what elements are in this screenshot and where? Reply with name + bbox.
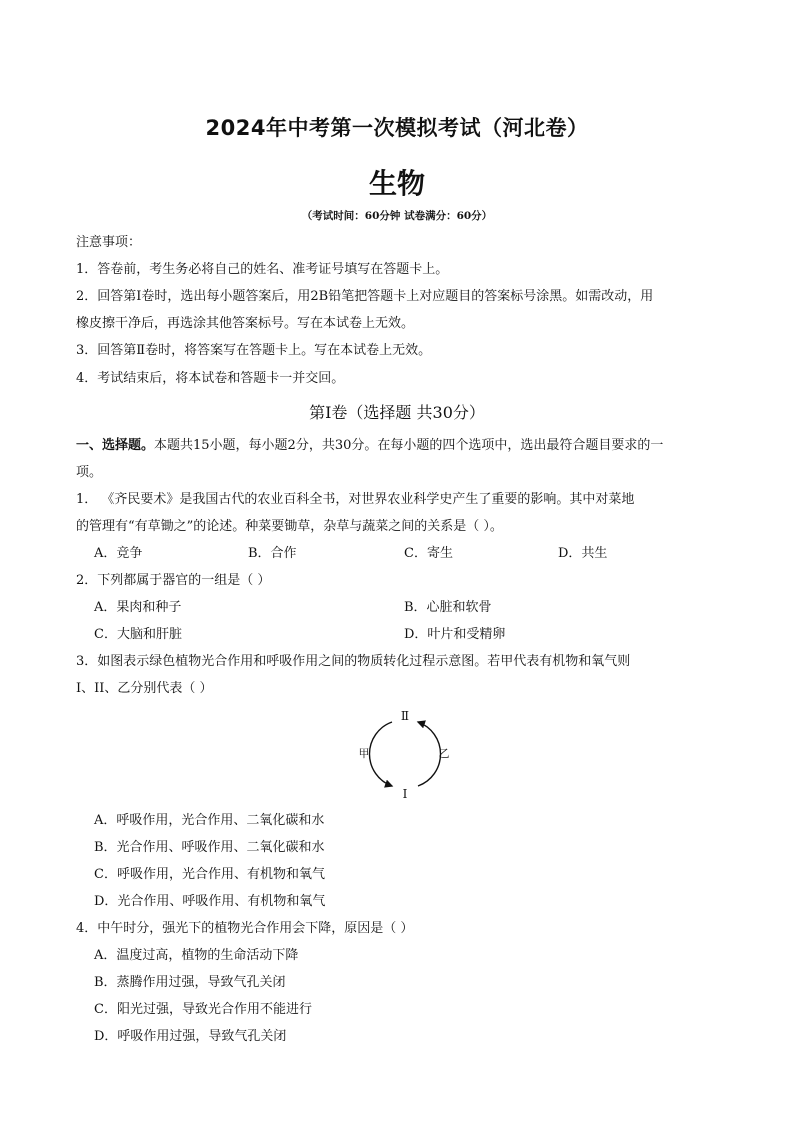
q3-option-b[interactable]: B．光合作用、呼吸作用、二氧化碳和水 <box>94 840 325 855</box>
instruction-continued: 项。 <box>76 465 103 480</box>
q2-option-a[interactable]: A．果肉和种子 <box>94 600 182 615</box>
question-1-stem-cont: 的管理有“有草锄之”的论述。种菜要锄草，杂草与蔬菜之间的关系是（ ）。 <box>76 519 503 534</box>
q2-option-b[interactable]: B．心脏和软骨 <box>404 600 492 615</box>
q2-option-c[interactable]: C．大脑和肝脏 <box>94 627 182 642</box>
note-item: 1．答卷前，考生务必将自己的姓名、准考证号填写在答题卡上。 <box>76 262 449 277</box>
arc-left-arrow <box>369 722 392 786</box>
q2-option-d[interactable]: D．叶片和受精卵 <box>404 627 506 642</box>
q4-option-d[interactable]: D．呼吸作用过强，导致气孔关闭 <box>94 1029 287 1044</box>
section-title: 第Ⅰ卷（选择题 共30分） <box>309 403 485 422</box>
question-4-stem: 4．中午时分，强光下的植物光合作用会下降，原因是（ ） <box>76 921 414 936</box>
note-item: 4．考试结束后，将本试卷和答题卡一并交回。 <box>76 371 345 386</box>
q3-option-d[interactable]: D．光合作用、呼吸作用、有机物和氧气 <box>94 894 326 909</box>
instruction-label: 一、选择题。 <box>76 438 155 453</box>
cycle-diagram-svg <box>355 706 455 801</box>
cycle-diagram <box>355 706 455 801</box>
label-left: 甲 <box>358 747 370 760</box>
exam-title: 2024年中考第一次模拟考试（河北卷） <box>205 116 589 140</box>
question-3-stem: 3．如图表示绿色植物光合作用和呼吸作用之间的物质转化过程示意图。若甲代表有机物和氧气则 <box>76 654 631 669</box>
notes-heading: 注意事项： <box>76 235 142 250</box>
q1-option-a[interactable]: A．竞争 <box>94 546 143 561</box>
q1-option-b[interactable]: B．合作 <box>248 546 297 561</box>
note-item: 橡皮擦干净后，再选涂其他答案标号。写在本试卷上无效。 <box>76 316 415 331</box>
question-1-stem: 1． 《齐民要术》是我国古代的农业百科全书，对世界农业科学史产生了重要的影响。其中对菜地 <box>76 492 635 507</box>
q1-option-d[interactable]: D．共生 <box>558 546 608 561</box>
label-right: 乙 <box>438 747 450 760</box>
instruction-text: 本题共15小题，每小题2分，共30分。在每小题的四个选项中，选出最符合题目要求的一 <box>154 438 664 453</box>
q4-option-a[interactable]: A．温度过高，植物的生命活动下降 <box>94 948 299 963</box>
label-bottom: Ⅰ <box>402 787 408 801</box>
question-2-stem: 2．下列都属于器官的一组是（ ） <box>76 573 271 588</box>
question-3-stem-cont: I、II、乙分别代表（ ） <box>76 681 213 696</box>
q4-option-b[interactable]: B．蒸腾作用过强，导致气孔关闭 <box>94 975 286 990</box>
q3-option-a[interactable]: A．呼吸作用，光合作用、二氧化碳和水 <box>94 813 325 828</box>
arc-right-arrow <box>418 722 441 786</box>
note-item: 2．回答第Ⅰ卷时，选出每小题答案后，用2B铅笔把答题卡上对应题目的答案标号涂黑。如需改动，用 <box>76 289 654 304</box>
subject-title: 生物 <box>368 167 425 200</box>
note-item: 3．回答第Ⅱ卷时，将答案写在答题卡上。写在本试卷上无效。 <box>76 343 432 358</box>
q3-option-c[interactable]: C．呼吸作用，光合作用、有机物和氧气 <box>94 867 325 882</box>
q4-option-c[interactable]: C．阳光过强，导致光合作用不能进行 <box>94 1002 312 1017</box>
q1-option-c[interactable]: C．寄生 <box>404 546 453 561</box>
label-top: Ⅱ <box>400 709 410 723</box>
time-info: （考试时间：60分钟 试卷满分：60分） <box>301 210 493 222</box>
section-instruction <box>76 437 663 455</box>
